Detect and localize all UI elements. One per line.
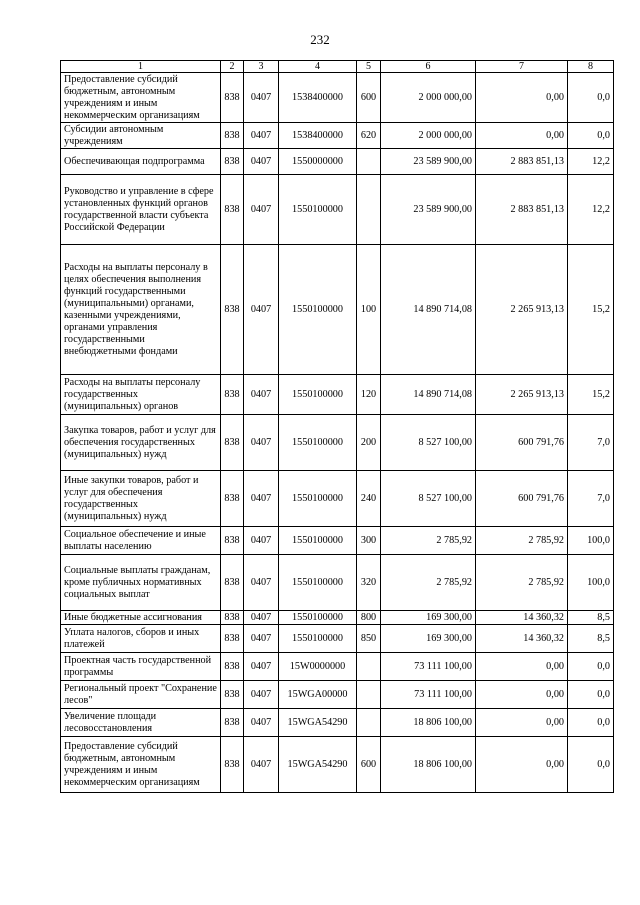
row-fact: 0,00 — [476, 681, 568, 709]
row-name: Увеличение площади лесовосстановления — [61, 709, 221, 737]
row-csr: 1550100000 — [279, 611, 357, 625]
budget-table — [60, 60, 614, 793]
row-csr: 1550100000 — [279, 175, 357, 245]
row-rz: 0407 — [244, 681, 279, 709]
row-rz: 0407 — [244, 375, 279, 415]
col-header-3: 3 — [244, 61, 279, 73]
row-vr: 850 — [357, 625, 381, 653]
row-name: Предоставление субсидий бюджетным, автономным учреждениям и иным некоммерческим организациям — [61, 73, 221, 123]
row-plan: 169 300,00 — [381, 611, 476, 625]
row-vr: 800 — [357, 611, 381, 625]
table-row — [61, 73, 614, 123]
row-vr — [357, 149, 381, 175]
row-rz: 0407 — [244, 415, 279, 471]
col-header-2: 2 — [221, 61, 244, 73]
row-rz: 0407 — [244, 175, 279, 245]
row-pct: 7,0 — [568, 415, 614, 471]
row-fact: 2 883 851,13 — [476, 175, 568, 245]
row-fact: 0,00 — [476, 709, 568, 737]
row-fact: 2 785,92 — [476, 527, 568, 555]
row-pct: 12,2 — [568, 175, 614, 245]
row-fact: 0,00 — [476, 653, 568, 681]
row-rz: 0407 — [244, 709, 279, 737]
row-csr: 1550100000 — [279, 625, 357, 653]
row-csr: 1550100000 — [279, 415, 357, 471]
row-ved: 838 — [221, 73, 244, 123]
table-row — [61, 625, 614, 653]
row-vr — [357, 175, 381, 245]
row-pct: 15,2 — [568, 375, 614, 415]
table-row — [61, 527, 614, 555]
row-pct: 8,5 — [568, 611, 614, 625]
row-plan: 2 785,92 — [381, 555, 476, 611]
row-ved: 838 — [221, 471, 244, 527]
row-csr: 1550100000 — [279, 245, 357, 375]
row-csr: 1550100000 — [279, 555, 357, 611]
row-rz: 0407 — [244, 123, 279, 149]
row-rz: 0407 — [244, 555, 279, 611]
row-csr: 15WGA00000 — [279, 681, 357, 709]
row-fact: 600 791,76 — [476, 415, 568, 471]
row-ved: 838 — [221, 625, 244, 653]
col-header-7: 7 — [476, 61, 568, 73]
row-vr: 240 — [357, 471, 381, 527]
row-vr: 200 — [357, 415, 381, 471]
row-vr: 300 — [357, 527, 381, 555]
row-fact: 0,00 — [476, 73, 568, 123]
row-ved: 838 — [221, 611, 244, 625]
row-name: Проектная часть государственной программы — [61, 653, 221, 681]
row-vr — [357, 653, 381, 681]
col-header-6: 6 — [381, 61, 476, 73]
col-header-8: 8 — [568, 61, 614, 73]
row-plan: 2 000 000,00 — [381, 73, 476, 123]
col-header-1: 1 — [61, 61, 221, 73]
table-row — [61, 709, 614, 737]
row-pct: 7,0 — [568, 471, 614, 527]
table-row — [61, 737, 614, 793]
table-row — [61, 175, 614, 245]
table-row — [61, 653, 614, 681]
row-ved: 838 — [221, 415, 244, 471]
row-ved: 838 — [221, 175, 244, 245]
row-rz: 0407 — [244, 527, 279, 555]
row-rz: 0407 — [244, 471, 279, 527]
row-vr — [357, 709, 381, 737]
row-rz: 0407 — [244, 73, 279, 123]
row-rz: 0407 — [244, 737, 279, 793]
row-fact: 600 791,76 — [476, 471, 568, 527]
row-name: Социальное обеспечение и иные выплаты населению — [61, 527, 221, 555]
row-name: Предоставление субсидий бюджетным, автономным учреждениям и иным некоммерческим организациям — [61, 737, 221, 793]
row-pct: 100,0 — [568, 555, 614, 611]
row-name: Обеспечивающая подпрограмма — [61, 149, 221, 175]
row-plan: 18 806 100,00 — [381, 709, 476, 737]
row-csr: 1538400000 — [279, 73, 357, 123]
row-ved: 838 — [221, 709, 244, 737]
row-csr: 1550100000 — [279, 527, 357, 555]
row-plan: 73 111 100,00 — [381, 653, 476, 681]
table-row — [61, 415, 614, 471]
row-rz: 0407 — [244, 149, 279, 175]
row-ved: 838 — [221, 737, 244, 793]
row-rz: 0407 — [244, 245, 279, 375]
row-rz: 0407 — [244, 611, 279, 625]
table-row — [61, 149, 614, 175]
row-name: Региональный проект "Сохранение лесов" — [61, 681, 221, 709]
row-csr: 1550000000 — [279, 149, 357, 175]
page-number: 232 — [310, 32, 330, 47]
table-row — [61, 123, 614, 149]
row-pct: 100,0 — [568, 527, 614, 555]
row-fact: 2 265 913,13 — [476, 375, 568, 415]
table-row — [61, 555, 614, 611]
row-fact: 2 785,92 — [476, 555, 568, 611]
row-fact: 14 360,32 — [476, 625, 568, 653]
row-fact: 2 883 851,13 — [476, 149, 568, 175]
row-vr: 120 — [357, 375, 381, 415]
row-name: Расходы на выплаты персоналу в целях обеспечения выполнения функций государственными (муниципальными) органами, казенными учреждениями, органами управления государственными внебюджетными фондами — [61, 245, 221, 375]
table-row — [61, 611, 614, 625]
row-pct: 15,2 — [568, 245, 614, 375]
row-ved: 838 — [221, 527, 244, 555]
row-vr: 320 — [357, 555, 381, 611]
col-header-4: 4 — [279, 61, 357, 73]
row-name: Иные бюджетные ассигнования — [61, 611, 221, 625]
row-plan: 2 785,92 — [381, 527, 476, 555]
row-pct: 0,0 — [568, 123, 614, 149]
row-name: Закупка товаров, работ и услуг для обеспечения государственных (муниципальных) нужд — [61, 415, 221, 471]
row-vr: 600 — [357, 737, 381, 793]
row-fact: 2 265 913,13 — [476, 245, 568, 375]
row-plan: 8 527 100,00 — [381, 471, 476, 527]
row-plan: 8 527 100,00 — [381, 415, 476, 471]
row-rz: 0407 — [244, 653, 279, 681]
row-plan: 14 890 714,08 — [381, 375, 476, 415]
row-rz: 0407 — [244, 625, 279, 653]
table-row — [61, 681, 614, 709]
row-vr — [357, 681, 381, 709]
row-fact: 0,00 — [476, 123, 568, 149]
row-ved: 838 — [221, 375, 244, 415]
table-row — [61, 471, 614, 527]
row-csr: 15W0000000 — [279, 653, 357, 681]
row-ved: 838 — [221, 681, 244, 709]
row-name: Руководство и управление в сфере установленных функций органов государственной власти субъекта Российской Федерации — [61, 175, 221, 245]
row-fact: 14 360,32 — [476, 611, 568, 625]
row-fact: 0,00 — [476, 737, 568, 793]
row-name: Иные закупки товаров, работ и услуг для обеспечения государственных (муниципальных) нужд — [61, 471, 221, 527]
row-plan: 23 589 900,00 — [381, 149, 476, 175]
row-csr: 1550100000 — [279, 375, 357, 415]
row-pct: 0,0 — [568, 653, 614, 681]
row-ved: 838 — [221, 245, 244, 375]
row-pct: 8,5 — [568, 625, 614, 653]
row-ved: 838 — [221, 149, 244, 175]
row-plan: 14 890 714,08 — [381, 245, 476, 375]
row-ved: 838 — [221, 555, 244, 611]
row-vr: 100 — [357, 245, 381, 375]
row-pct: 12,2 — [568, 149, 614, 175]
row-vr: 600 — [357, 73, 381, 123]
table-row — [61, 375, 614, 415]
row-csr: 1538400000 — [279, 123, 357, 149]
row-plan: 2 000 000,00 — [381, 123, 476, 149]
row-name: Социальные выплаты гражданам, кроме публичных нормативных социальных выплат — [61, 555, 221, 611]
row-vr: 620 — [357, 123, 381, 149]
row-csr: 15WGA54290 — [279, 709, 357, 737]
header-row — [61, 61, 614, 73]
row-ved: 838 — [221, 653, 244, 681]
table-row — [61, 245, 614, 375]
row-name: Субсидии автономным учреждениям — [61, 123, 221, 149]
row-name: Расходы на выплаты персоналу государственных (муниципальных) органов — [61, 375, 221, 415]
row-plan: 18 806 100,00 — [381, 737, 476, 793]
row-ved: 838 — [221, 123, 244, 149]
row-plan: 73 111 100,00 — [381, 681, 476, 709]
row-pct: 0,0 — [568, 681, 614, 709]
row-pct: 0,0 — [568, 709, 614, 737]
row-pct: 0,0 — [568, 73, 614, 123]
row-plan: 169 300,00 — [381, 625, 476, 653]
row-name: Уплата налогов, сборов и иных платежей — [61, 625, 221, 653]
row-plan: 23 589 900,00 — [381, 175, 476, 245]
col-header-5: 5 — [357, 61, 381, 73]
row-csr: 15WGA54290 — [279, 737, 357, 793]
row-pct: 0,0 — [568, 737, 614, 793]
row-csr: 1550100000 — [279, 471, 357, 527]
